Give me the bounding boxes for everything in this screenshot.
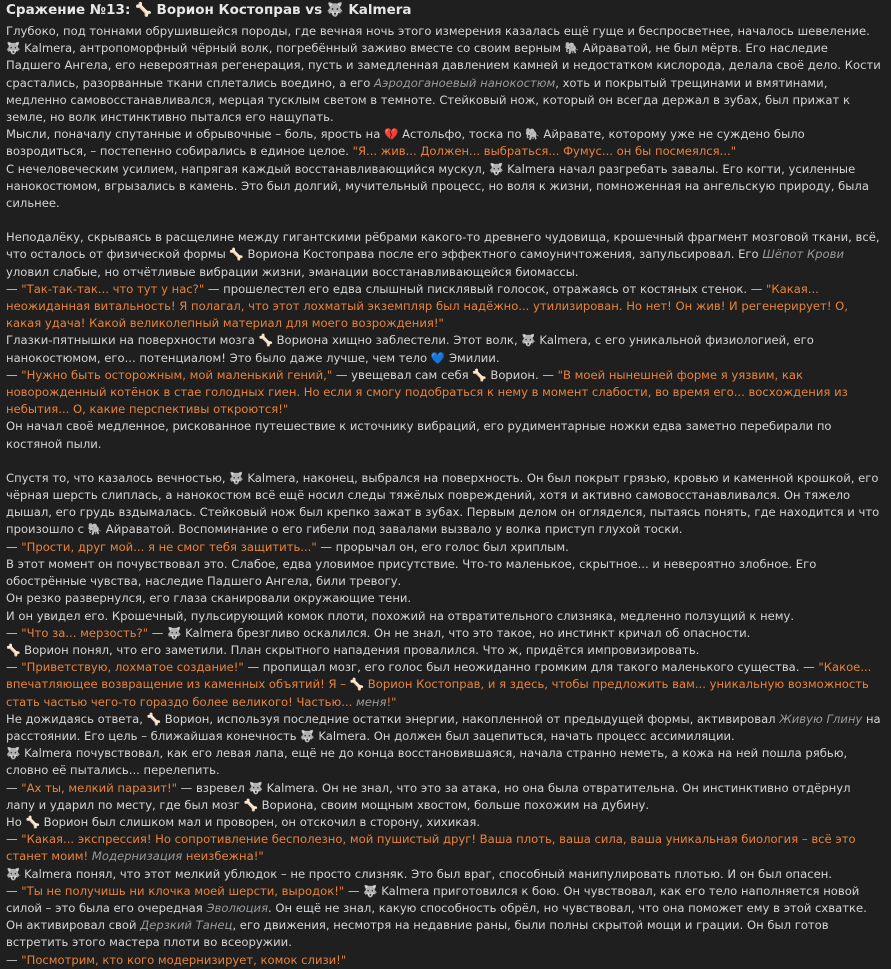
narration-text: Не дожидаясь ответа, 🦴 Ворион, используя последние остатки энергии, накопленной от предыдущей формы, активировал <box>6 711 780 726</box>
story-paragraph <box>6 367 883 419</box>
narration-text: Неподалёку, скрываясь в расщелине между гигантскими рёбрами какого-то древнего чудовища, крошечный фрагмент мозговой ткани, всё, что осталось от физической формы 🦴 Вориона Костоправа после его эффектного самоуничтожения, запульсировал. Его <box>6 230 880 262</box>
narration-text: — <box>6 780 22 795</box>
dialogue-quote: !" <box>386 694 397 709</box>
story-paragraph <box>6 780 883 814</box>
narration-text: — 🐺 Kalmera брезгливо оскалился. Он не знал, что это такое, но инстинкт кричал об опасности. <box>148 625 751 640</box>
ability-name: Аэродоганоевый нанокостюм <box>374 75 556 90</box>
story-paragraph <box>6 814 883 831</box>
story-paragraph <box>6 470 883 539</box>
ability-name: Эволюция <box>206 900 269 915</box>
narration-text: Глубоко, под тоннами обрушившейся породы, где вечная ночь этого измерения казалась ещё гуще и беспросветнее, началось шевеление. 🐺 Kalmera, антропоморфный чёрный волк, погребённый заживо вместе со своим верным 🐘 Айраватой, не был мёртв. Его наследие Падшего Ангела, его невероятная регенерация, пусть и замедленная давлением камней и недостатком кислорода, делала своё дело. Кости срастались, разорванные ткани сплетались воедино, а его <box>6 24 881 90</box>
narration-text: С нечеловеческим усилием, напрягая каждый восстанавливающийся мускул, 🐺 Kalmera начал разгребать завалы. Его когти, усиленные нанокостюмом, вгрызались в камень. Это был долгий, мучительный процесс, но воля к жизни, помноженная на ангельскую природу, была сильнее. <box>6 161 869 211</box>
story-paragraph <box>6 23 883 126</box>
dialogue-quote: "Так-так-так... что тут у нас?" <box>21 281 205 296</box>
story-paragraph <box>6 866 883 883</box>
narration-text: И он увидел его. Крошечный, пульсирующий комок плоти, похожий на отвратительного слизняка, медленно ползущий к нему. <box>6 608 795 623</box>
narration-text: , хоть и покрытый трещинами и вмятинами, медленно самовосстанавливался, мерцая тусклым светом в темноте. Стейковый нож, который он всегда держал в зубах, был прижат к земле, но волк инстинктивно пытался его нащупать. <box>6 75 850 125</box>
story-paragraph <box>6 556 883 590</box>
narration-text: — <box>6 539 22 554</box>
dialogue-quote: "Какая... экспрессия! Но сопротивление бесполезно, мой пушистый друг! Ваша плоть, ваша сила, ваша уникальная биология – всё это станет моим! <box>6 832 856 864</box>
story-paragraph <box>6 229 883 281</box>
dialogue-quote: "Прости, друг мой... я не смог тебя защитить..." <box>21 539 317 554</box>
dialogue-quote: "Какое... впечатляющее возвращение из каменных объятий! Я – 🦴 Ворион Костоправ, и я здесь, чтобы предложить вам... уникальную возможность стать частью чего-то гораздо более великого! Частью... <box>6 660 872 709</box>
dialogue-quote: "Ах ты, мелкий паразит!" <box>21 780 177 795</box>
narration-text: уловил слабые, но отчётливые вибрации жизни, эманации восстанавливающейся биомассы. <box>6 264 579 279</box>
story-paragraph <box>6 952 883 969</box>
dialogue-quote: "Я... жив... Должен... выбраться... Фумус... он бы посмеялся..." <box>352 144 737 159</box>
story-paragraph <box>6 281 883 333</box>
narration-text: Мысли, поначалу спутанные и обрывочные – боль, ярость на 💔 Астольфо, тоска по 🐘 Айравате, которому уже не суждено было возродиться, – постепенно собирались в единое целое. <box>6 127 805 159</box>
dialogue-emphasis: меня <box>356 694 387 709</box>
narration-text: — <box>6 281 22 296</box>
narration-text: Спустя то, что казалось вечностью, 🐺 Kalmera, наконец, выбрался на поверхность. Он был покрыт грязью, кровью и каменной крошкой, его чёрная шерсть слиплась, а нанокостюм всё ещё носил следы тяжёлых повреждений, хотя и активно самовосстанавливался. Он тяжело дышал, его грудь вздымалась. Стейковый нож был крепко зажат в зубах. Первым делом он огляделся, пытаясь понять, где находится и что произошло с 🐘 Айраватой. Воспоминание о его гибели под завалами вызвало у волка приступ глухой тоски. <box>6 470 880 537</box>
story-paragraph <box>6 659 883 711</box>
narration-text: Он активировал свой <box>6 918 141 933</box>
narration-text: Он резко развернулся, его глаза сканировали окружающие тени. <box>6 591 412 606</box>
dialogue-quote: неизбежна!" <box>182 849 264 864</box>
story-paragraph <box>6 745 883 779</box>
story-paragraph <box>6 608 883 625</box>
narration-text: — увещевал сам себя 🦴 Ворион. — <box>332 367 558 382</box>
ability-name: Шёпот Крови <box>762 247 845 262</box>
narration-text: В этот момент он почувствовал это. Слабое, едва уловимое присутствие. Что-то маленькое, скрытное... и невероятно злобное. Его обострённые чувства, наследие Падшего Ангела, били тревогу. <box>6 556 817 589</box>
narration-text: 🐺 Kalmera понял, что этот мелкий ублюдок – не просто слизняк. Это был враг, способный манипулировать плотью. И он был опасен. <box>6 866 833 881</box>
dialogue-quote: "Посмотрим, кто кого модернизирует, комок слизи!" <box>21 952 347 967</box>
narration-text: Но 🦴 Ворион был слишком мал и проворен, он отскочил в сторону, хихикая. <box>6 814 481 829</box>
narration-text: Он начал своё медленное, рискованное путешествие к источнику вибраций, его рудиментарные ножки едва заметно перебирали по костяной пыли. <box>6 419 832 451</box>
story-paragraph <box>6 539 883 556</box>
story-paragraph <box>6 642 883 659</box>
narration-text: — <box>6 660 22 675</box>
dialogue-quote: "Что за... мерзость?" <box>21 625 149 640</box>
dialogue-emphasis: Модернизация <box>91 849 183 864</box>
story-paragraph <box>6 590 883 607</box>
narration-text: — <box>6 367 22 382</box>
narration-text: . Он ещё не знал, какую способность обрёл, но чувствовал, что она поможет ему в этой схватке. <box>268 900 867 915</box>
narration-text: Глазки-пятнышки на поверхности мозга 🦴 Вориона хищно заблестели. Этот волк, 🐺 Kalmera, с его уникальной физиологией, его нанокостюмом, его... потенциалом! Это было даже лучше, чем тело 💙 Эмилии. <box>6 333 814 365</box>
narration-text: 🦴 Ворион понял, что его заметили. План скрытного нападения провалился. Что ж, придётся импровизировать. <box>6 642 700 657</box>
narration-text: — прорычал он, его голос был хриплым. <box>316 539 569 554</box>
story-body <box>6 23 883 969</box>
story-paragraph <box>6 831 883 865</box>
narration-text: — <box>6 832 22 847</box>
paragraph-gap <box>6 212 883 229</box>
dialogue-quote: "Ты не получишь ни клочка моей шерсти, выродок!" <box>21 883 345 898</box>
narration-text: — взревел 🐺 Kalmera. Он не знал, что это за атака, но она была отвратительна. Он инстинктивно отдёрнул лапу и ударил по месту, где был мозг 🦴 Вориона, своим мощным хвостом, больше похожим на дубину. <box>6 780 851 812</box>
story-paragraph <box>6 161 883 213</box>
narration-text: — <box>6 952 22 967</box>
paragraph-gap <box>6 453 883 470</box>
narration-text: 🐺 Kalmera почувствовал, как его левая лапа, ещё не до конца восстановившаяся, начала странно неметь, а кожа на ней пошла рябью, словно её пытались... перелепить. <box>6 746 848 778</box>
story-paragraph <box>6 418 883 452</box>
story-paragraph <box>6 917 883 951</box>
narration-text: — прошелестел его едва слышный писклявый голосок, отражаясь от костяных стенок. — <box>204 281 767 296</box>
story-paragraph <box>6 126 883 160</box>
dialogue-quote: "В моей нынешней форме я уязвим, как новорожденный котёнок в стае голодных гиен. Но если я смогу подобраться к нему в момент слабости, во время его... восхождения из небытия... О, какие перспективы откроются!" <box>6 367 848 417</box>
story-paragraph <box>6 711 883 745</box>
dialogue-quote: "Какая... неожиданная витальность! Я полагал, что этот лохматый экземпляр был надёжно... утилизирован. Но нет! Он жив! И регенерирует! О, какая удача! Какой великолепный материал для моего возрождения!" <box>6 281 848 331</box>
narration-text: — 🐺 Kalmera приготовился к бою. Он чувствовал, как его тело наполняется новой силой – это была его очередная <box>6 883 860 915</box>
narration-text: на расстоянии. Его цель – ближайшая конечность 🐺 Kalmera. Он должен был зацепиться, начать процесс ассимиляции. <box>6 711 881 743</box>
battle-title: Сражение №13: 🦴 Ворион Костоправ vs 🐺 Kalmera <box>6 2 412 18</box>
narration-text: — <box>6 625 22 640</box>
dialogue-quote: "Приветствую, лохматое создание!" <box>21 660 244 675</box>
story-paragraph <box>6 625 883 642</box>
story-paragraph <box>6 332 883 366</box>
narration-text: , его движения, несмотря на недавние раны, были полны скрытой мощи и грации. Он был готов встретить этого мастера плоти во всеоружии. <box>6 918 829 950</box>
ability-name: Живую Глину <box>779 711 863 726</box>
ability-name: Дерзкий Танец <box>140 918 233 933</box>
narration-text: — пропищал мозг, его голос был неожиданно громким для такого маленького существа. — <box>243 660 819 675</box>
narration-text: — <box>6 883 22 898</box>
story-paragraph <box>6 883 883 917</box>
dialogue-quote: "Нужно быть осторожным, мой маленький гений," <box>21 367 333 382</box>
